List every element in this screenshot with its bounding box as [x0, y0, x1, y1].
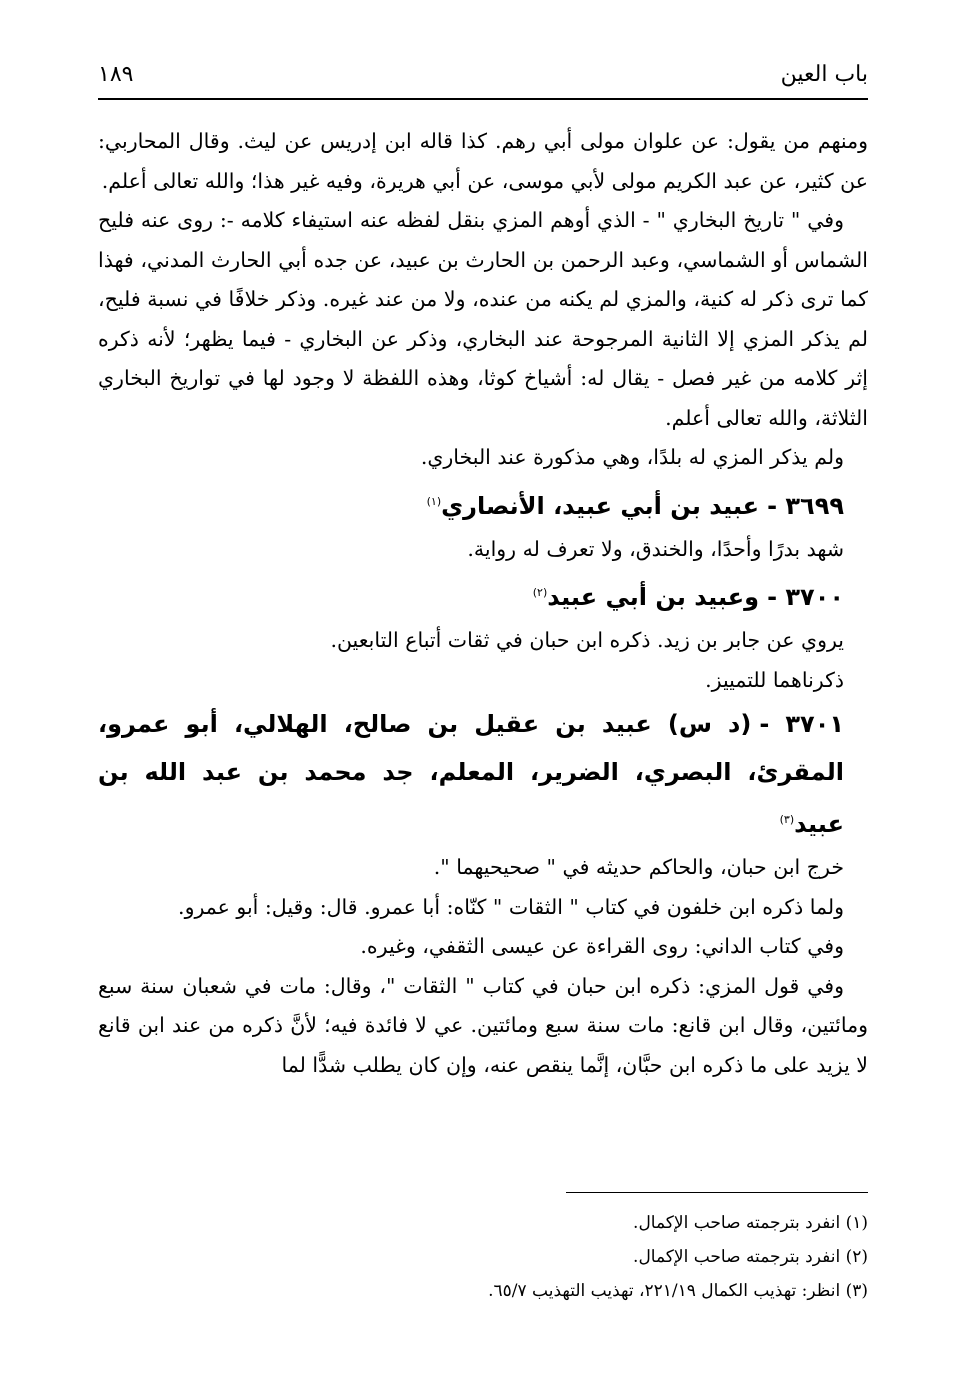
paragraph: ولما ذكره ابن خلفون في كتاب " الثقات " كنّاه: أبا عمرو. قال: وقيل: أبو عمرو.	[178, 894, 844, 919]
footnote-ref: (٣)	[779, 813, 795, 826]
entry-number: ٣٧٠٠ -	[767, 583, 844, 611]
entry-name: عبيد بن أبي عبيد، الأنصاري	[441, 491, 760, 520]
entry-heading-3699	[98, 478, 868, 530]
paragraph: ذكرناهما للتمييز.	[705, 667, 844, 692]
footnotes	[98, 1206, 868, 1308]
entry-heading-3701	[98, 700, 868, 848]
paragraph: ولم يذكر المزي له بلدًا، وهي مذكورة عند البخاري.	[420, 445, 844, 469]
footnote: (٣) انظر: تهذيب الكمال ٢٢١/١٩، تهذيب التهذيب ٦٥/٧.	[488, 1281, 868, 1301]
entry-name: وعبيد بن أبي عبيد	[547, 583, 760, 611]
footnote: (٢) انفرد بترجمته صاحب الإكمال.	[633, 1247, 868, 1267]
paragraph: وفي كتاب الداني: روى القراءة عن عيسى الثقفي، وغيره.	[360, 934, 844, 958]
paragraph: ومنهم من يقول: عن علوان مولى أبي رهم. كذا قاله ابن إدريس عن ليث. وقال المحاربي: عن كثير، عن عبد الكريم مولى لأبي موسى، عن أبي هريرة، وفيه غير هذا؛ والله تعالى أعلم.	[98, 129, 868, 193]
paragraph: يروي عن جابر بن زيد. ذكره ابن حبان في ثقات أتباع التابعين.	[330, 628, 844, 652]
footnote-ref: (١)	[426, 494, 442, 508]
page-header	[98, 62, 868, 100]
entry-number: ٣٦٩٩ -	[767, 491, 844, 520]
footnote-ref: (٢)	[532, 586, 548, 599]
book-page	[98, 40, 868, 1340]
page-number: ١٨٩	[98, 62, 134, 87]
page-body	[98, 122, 868, 1085]
entry-heading-3700	[98, 569, 868, 621]
footnote: (١) انفرد بترجمته صاحب الإكمال.	[633, 1213, 868, 1233]
paragraph: وفي " تاريخ البخاري " - الذي أوهم المزي بنقل لفظه عنه استيفاء كلامه -: روى عنه فليح الشماس أو الشماسي، وعبد الرحمن بن الحارث بن عبيد، عن جده أبي الحارث المدني، فهذا كما ترى ذكر له كنية، والمزي لم يكنه من عنده، ولا من عند غيره. وذكر خلافًا في نسبة فليح، لم يذكر المزي إلا الثانية المرجوحة عند البخاري، وذكر عن البخاري - فيما يظهر؛ لأنه ذكره إثر كلامه من غير فصل - يقال له: أشياخ كوثا، وهذه اللفظة لا وجود لها في تواريخ البخاري الثلاثة، والله تعالى أعلم.	[98, 208, 868, 430]
entry-name: (د س) عبيد بن عقيل بن صالح، الهلالي، أبو عمرو، المقرئ، البصري، الضرير، المعلم، جد محمد بن عبد الله بن عبيد	[98, 710, 844, 838]
paragraph: خرج ابن حبان، والحاكم حديثه في " صحيحيهما ".	[433, 855, 844, 879]
paragraph: وفي قول المزي: ذكره ابن حبان في كتاب " الثقات "، وقال: مات في شعبان سنة سبع ومائتين، وقال ابن قانع: مات سنة سبع ومائتين. عي لا فائدة فيه؛ لأنَّ ذكره من عند ابن قانع لا يزيد على ما ذكره ابن حبَّان، إنَّما ينقص عنه، وإن كان يطلب شدًّا لما	[98, 973, 868, 1077]
chapter-title: باب العين	[780, 62, 868, 87]
paragraph: شهد بدرًا وأحدًا، والخندق، ولا تعرف له رواية.	[467, 536, 844, 561]
entry-number: ٣٧٠١ -	[759, 710, 844, 738]
footnote-divider	[566, 1192, 868, 1193]
